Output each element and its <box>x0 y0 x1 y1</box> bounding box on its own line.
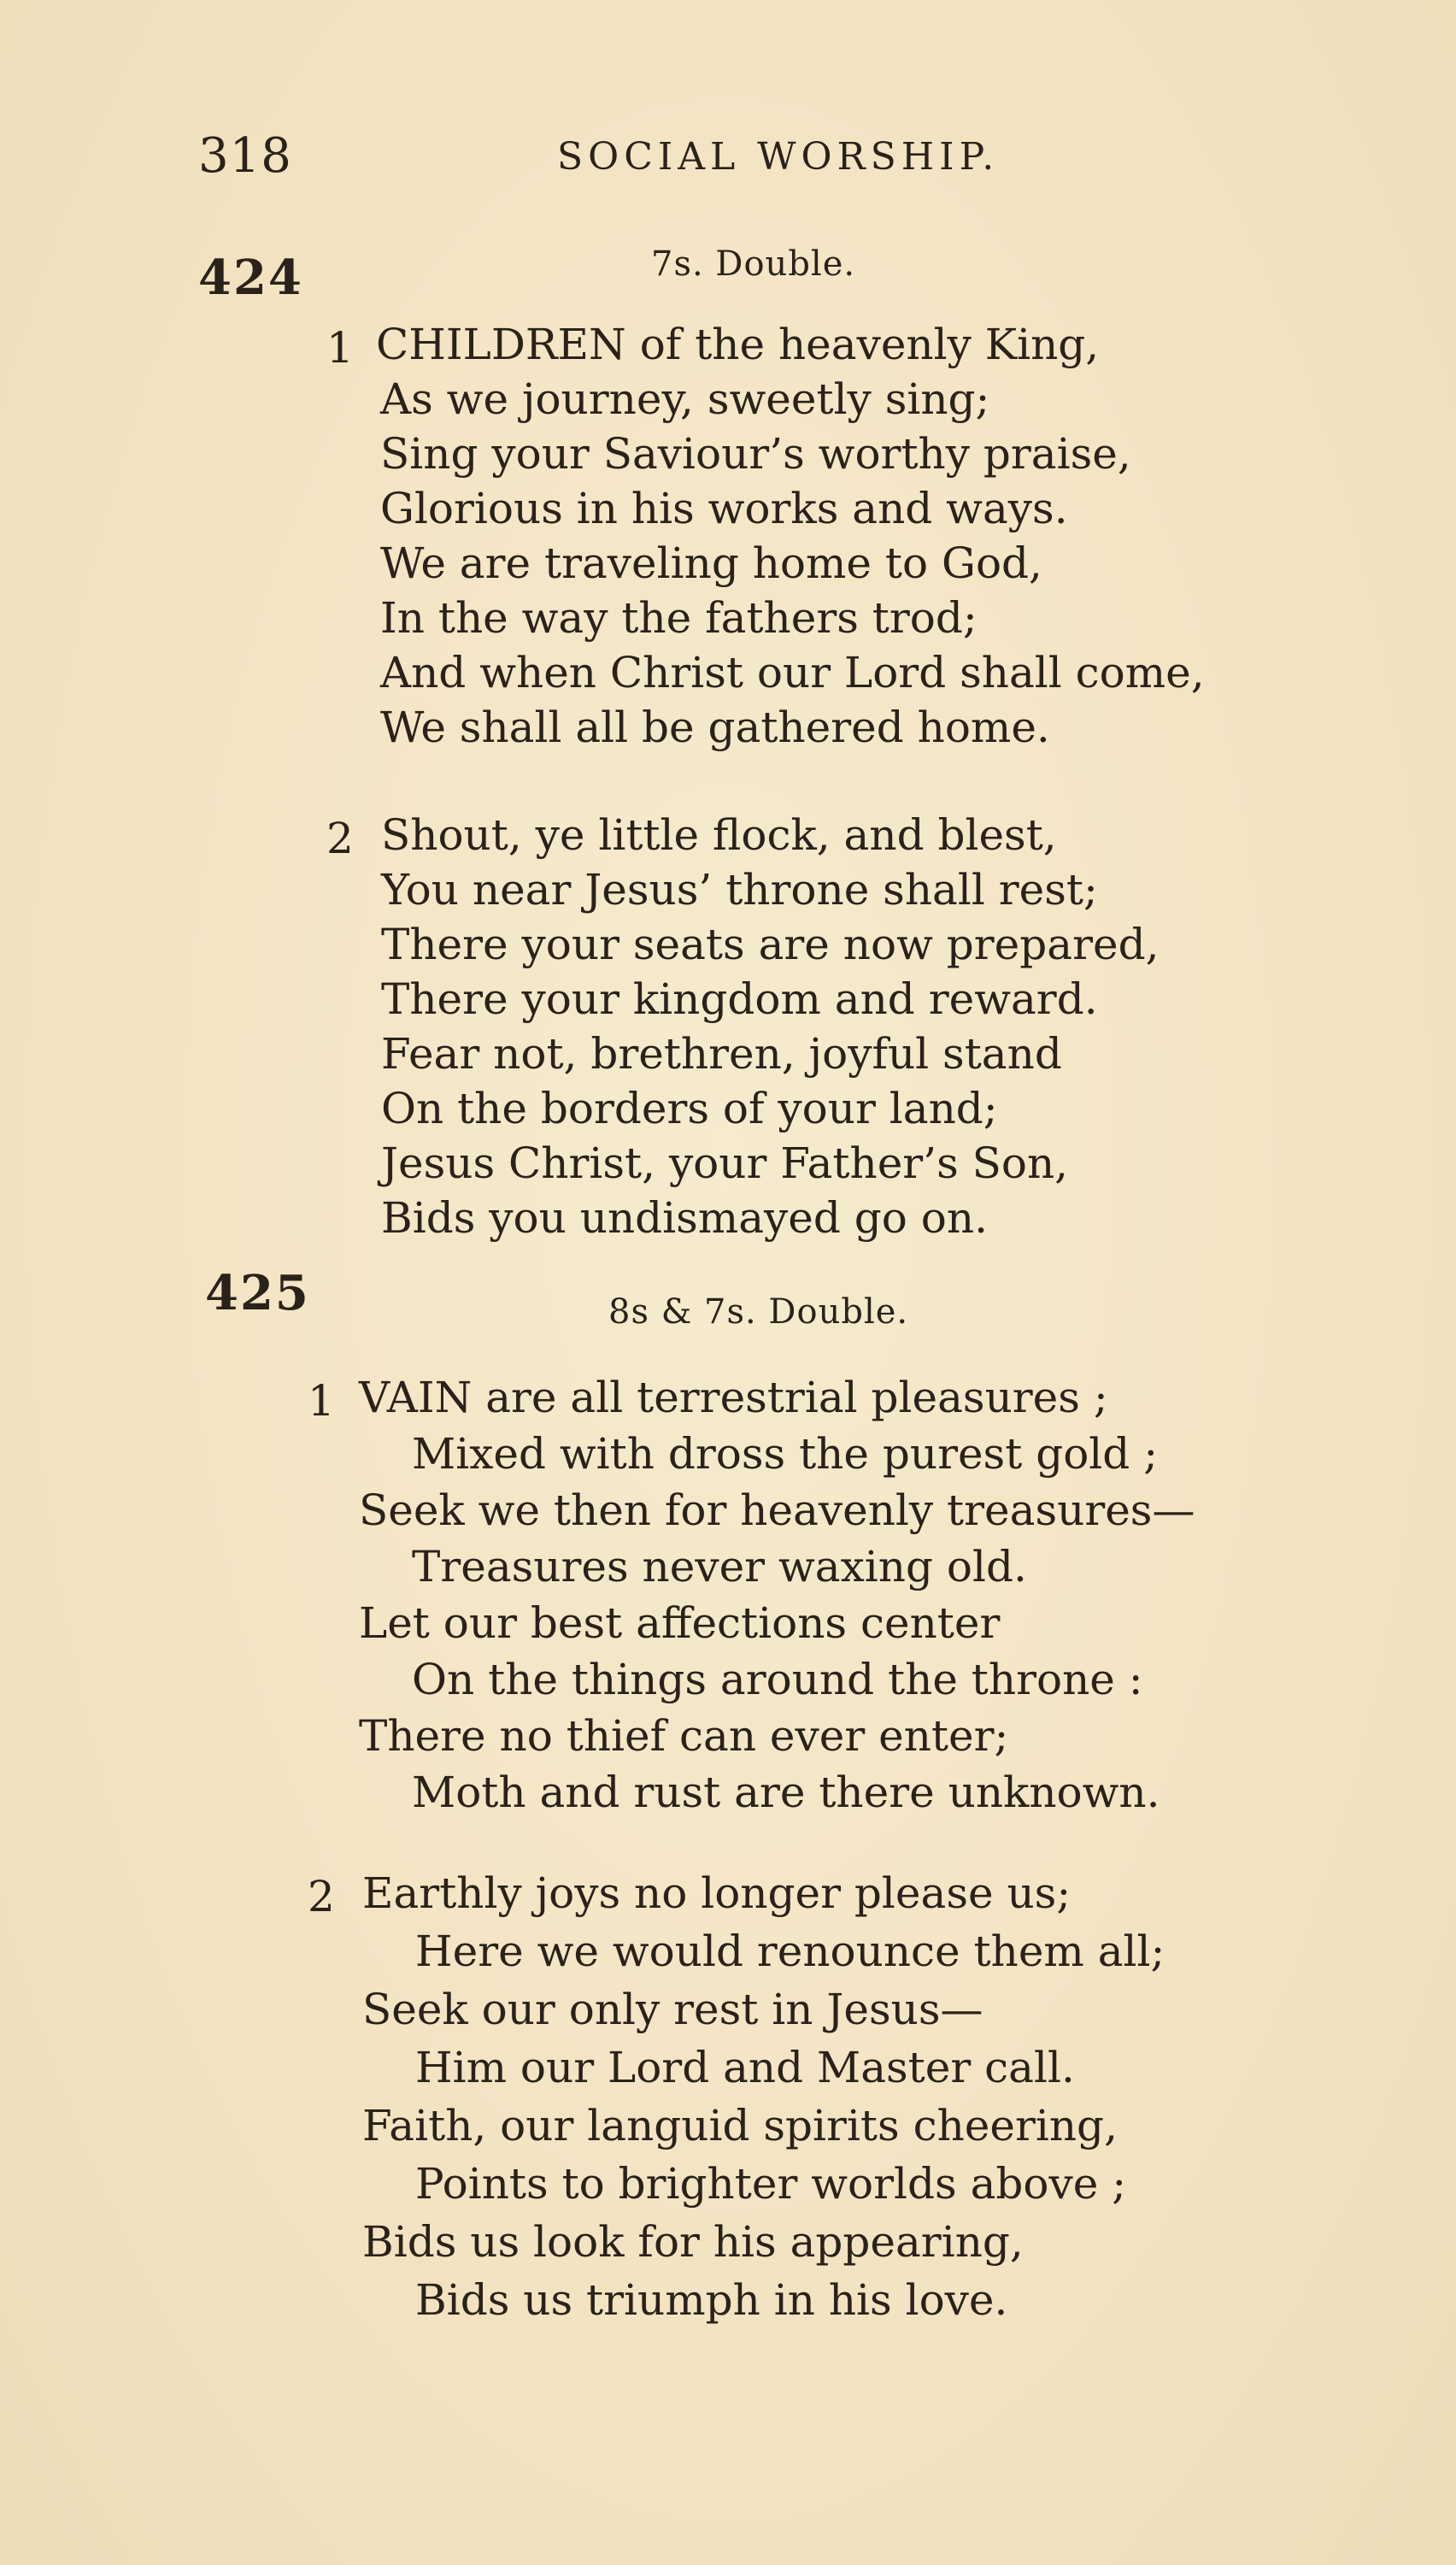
verse-line: Treasures never waxing old. <box>412 1542 1027 1591</box>
hymn-meter: 8s & 7s. Double. <box>608 1292 909 1332</box>
verse-line: There no thief can ever enter; <box>359 1711 1009 1761</box>
verse-line: On the borders of your land; <box>381 1084 998 1133</box>
verse-number: 2 <box>326 814 354 863</box>
verse-line: We are traveling home to God, <box>380 538 1042 588</box>
verse-line: Jesus Christ, your Father’s Son, <box>381 1138 1069 1188</box>
verse-line: There your kingdom and reward. <box>381 974 1098 1024</box>
verse-line: Bids us look for his appearing, <box>362 2217 1024 2267</box>
verse-line: Bids us triumph in his love. <box>415 2275 1008 2325</box>
verse-line: VAIN are all terrestrial pleasures ; <box>359 1373 1108 1422</box>
verse-line: CHILDREN of the heavenly King, <box>376 320 1100 369</box>
verse-line: On the things around the throne : <box>412 1655 1143 1704</box>
verse-line: Sing your Saviour’s worthy praise, <box>380 429 1131 479</box>
hymn-meter: 7s. Double. <box>651 244 856 284</box>
verse-line: You near Jesus’ throne shall rest; <box>381 865 1098 915</box>
verse-line: In the way the fathers trod; <box>380 593 978 643</box>
verse-line: Fear not, brethren, joyful stand <box>381 1029 1062 1079</box>
hymn-number: 424 <box>198 250 303 306</box>
hymn-number: 425 <box>205 1265 310 1321</box>
verse-line: Points to brighter worlds above ; <box>415 2159 1127 2209</box>
page-number: 318 <box>198 128 292 184</box>
running-head: SOCIAL WORSHIP. <box>557 135 1000 179</box>
verse-line: Bids you undismayed go on. <box>381 1193 988 1243</box>
verse-number: 2 <box>308 1872 335 1921</box>
verse-line: Faith, our languid spirits cheering, <box>362 2101 1118 2150</box>
verse-number: 1 <box>326 323 354 373</box>
verse-line: Him our Lord and Master call. <box>415 2043 1075 2092</box>
verse-line: Seek our only rest in Jesus— <box>362 1985 983 2034</box>
verse-line: Mixed with dross the purest gold ; <box>412 1429 1159 1479</box>
verse-line: And when Christ our Lord shall come, <box>380 648 1205 697</box>
verse-line: Shout, ye little flock, and blest, <box>381 810 1057 860</box>
verse-line: Here we would renounce them all; <box>415 1927 1165 1976</box>
verse-line: Earthly joys no longer please us; <box>362 1868 1071 1918</box>
verse-line: Seek we then for heavenly treasures— <box>359 1485 1195 1535</box>
verse-number: 1 <box>308 1376 335 1426</box>
verse-line: Let our best affections center <box>359 1598 1001 1648</box>
verse-line: We shall all be gathered home. <box>380 703 1050 752</box>
verse-line: Moth and rust are there unknown. <box>412 1768 1160 1817</box>
verse-line: Glorious in his works and ways. <box>380 484 1068 533</box>
verse-line: There your seats are now prepared, <box>381 920 1160 969</box>
verse-line: As we journey, sweetly sing; <box>380 374 990 424</box>
